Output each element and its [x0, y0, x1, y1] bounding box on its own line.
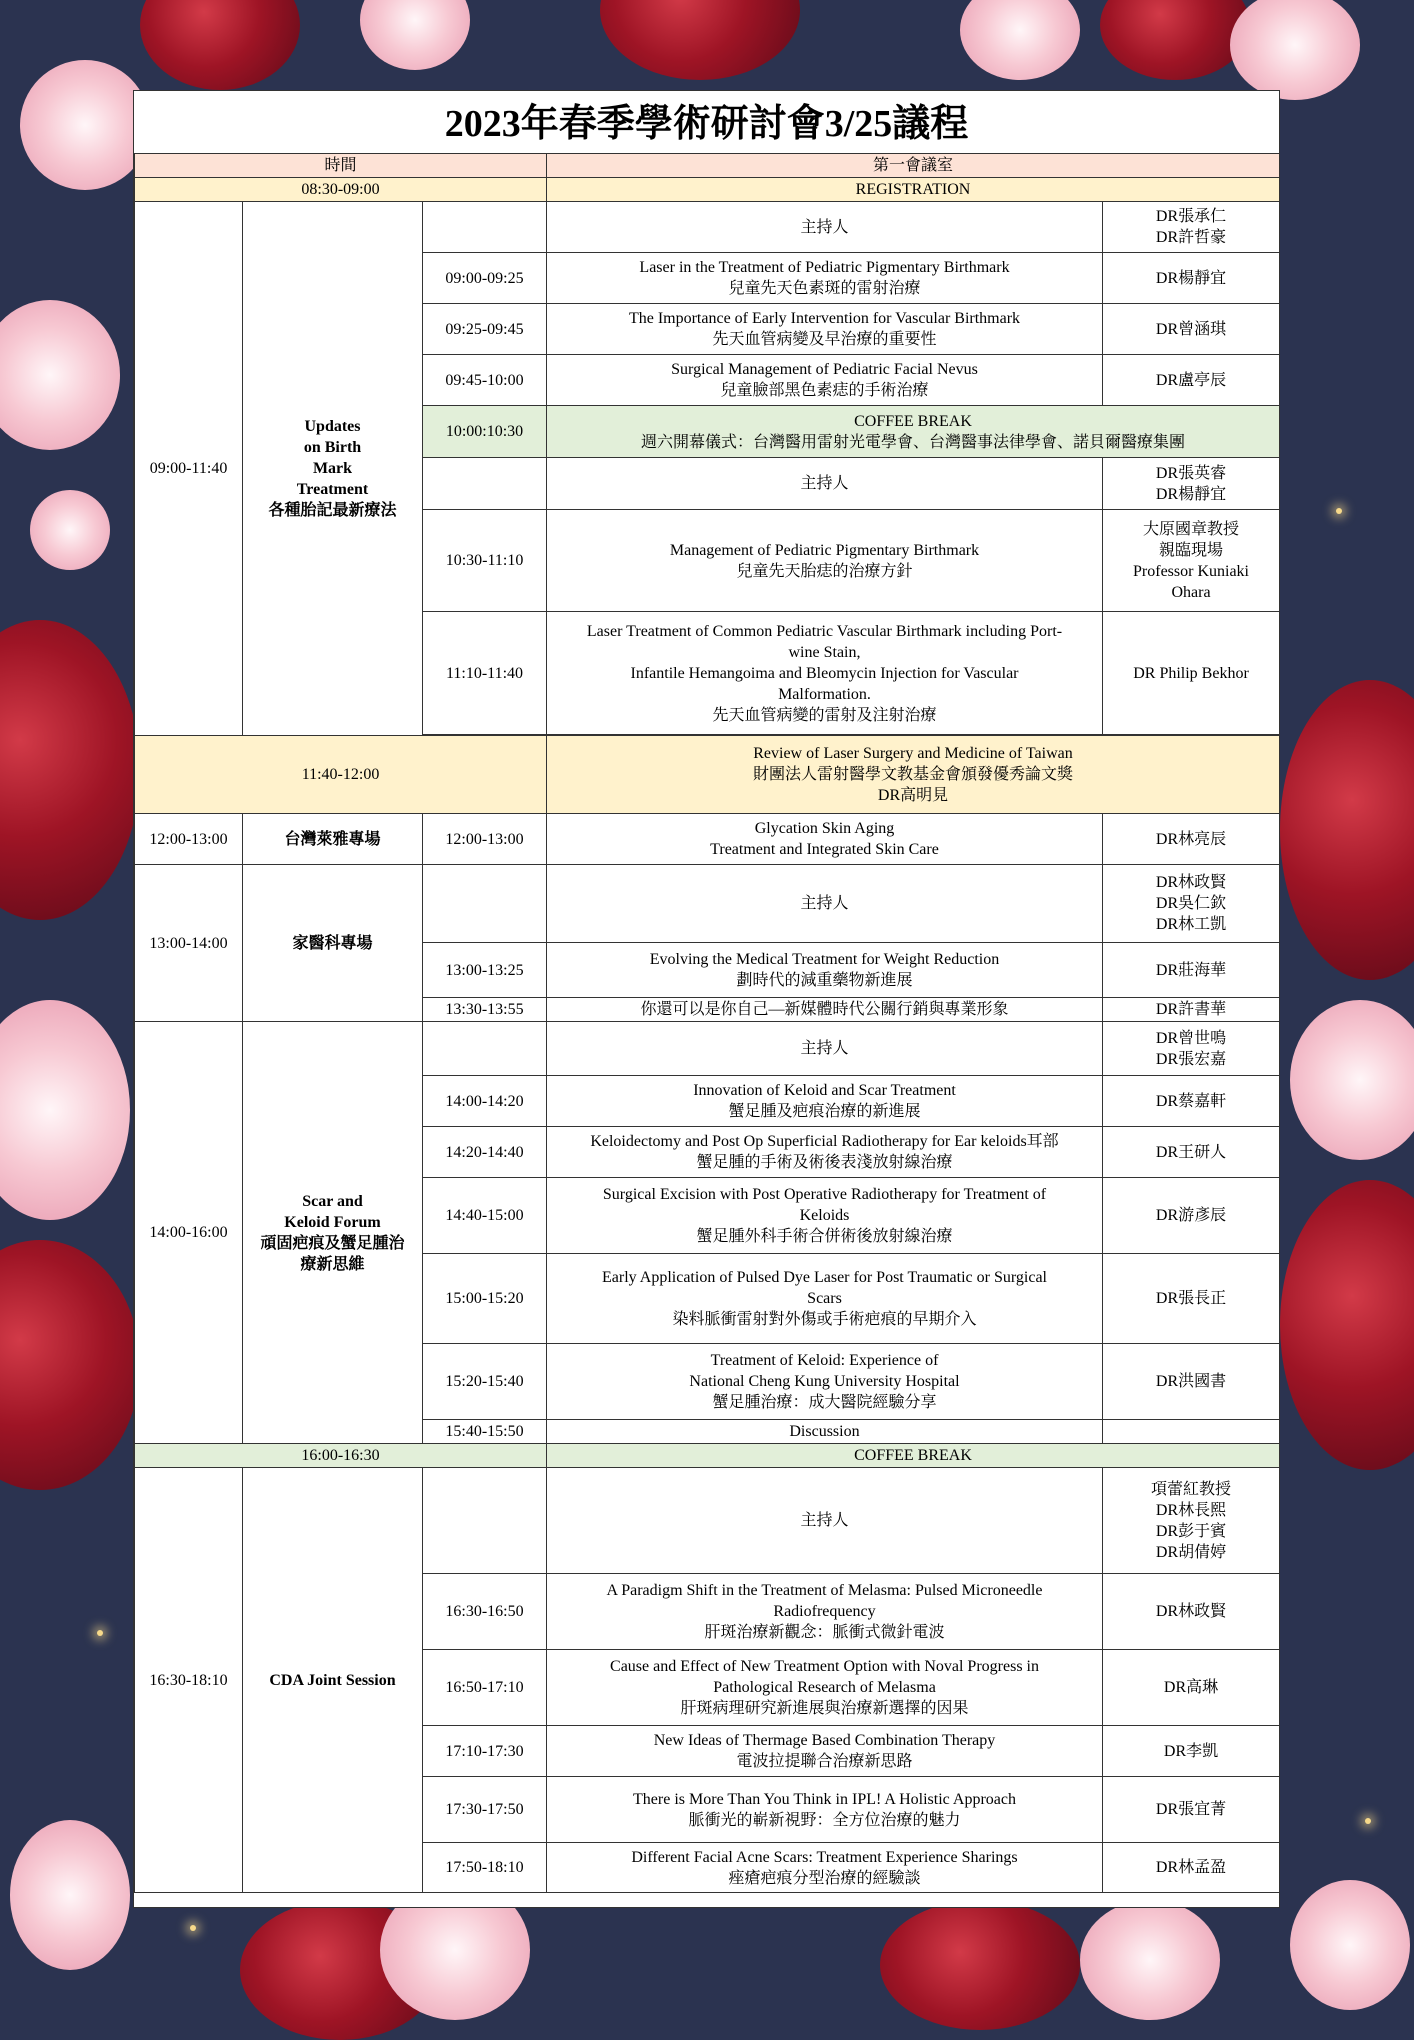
coffee-break-time: 16:00-16:30: [135, 1444, 547, 1468]
blossom-decoration: [1290, 1000, 1414, 1160]
text-line: 劃時代的減重藥物新進展: [736, 972, 913, 989]
talk-title: [547, 510, 1103, 612]
text-line: 大原國章教授: [1143, 520, 1240, 538]
text-line: Scars: [807, 1290, 842, 1307]
speaker: DR游彥辰: [1103, 1178, 1280, 1254]
text-line: There is More Than You Think in IPL! A Holistic Approach: [633, 1790, 1016, 1808]
table-row: [135, 865, 1280, 943]
text-line: Laser in the Treatment of Pediatric Pigmentary Birthmark: [639, 259, 1010, 276]
text-line: Surgical Management of Pediatric Facial Nevus: [671, 361, 978, 378]
text-line: 週六開幕儀式：台灣醫用雷射光電學會、台灣醫事法律學會、諾貝爾醫療集團: [641, 433, 1186, 451]
session-time: 16:30-18:10: [135, 1468, 243, 1893]
blossom-decoration: [960, 0, 1080, 80]
slot-time: 13:00-13:25: [423, 943, 547, 998]
text-line: DR張承仁: [1155, 208, 1227, 225]
text-line: Keloidectomy and Post Op Superficial Radiotherapy for Ear keloids耳部: [590, 1133, 1059, 1150]
speaker: DR張宜菁: [1103, 1777, 1280, 1843]
talk-title: Discussion: [547, 1420, 1103, 1444]
moderator-label: 主持人: [547, 1468, 1103, 1574]
rose-decoration: [1280, 1180, 1414, 1470]
blossom-decoration: [1230, 0, 1360, 100]
coffee-break-label: COFFEE BREAK: [547, 1444, 1280, 1468]
award-row: [135, 736, 1280, 814]
talk-title: [547, 1650, 1103, 1726]
rose-decoration: [600, 0, 800, 80]
blossom-decoration: [360, 0, 470, 70]
slot-time: 15:40-15:50: [423, 1420, 547, 1444]
text-line: 肝斑治療新觀念：脈衝式微針電波: [704, 1624, 945, 1641]
text-line: Professor Kuniaki: [1133, 562, 1249, 580]
text-line: 蟹足腫及疤痕治療的新進展: [728, 1103, 921, 1120]
table-row: [135, 1022, 1280, 1076]
text-line: DR楊靜宜: [1155, 485, 1227, 503]
coffee-break-label: [547, 406, 1280, 458]
talk-title: [547, 304, 1103, 355]
session-time: 14:00-16:00: [135, 1022, 243, 1444]
session-time: 12:00-13:00: [135, 814, 243, 865]
text-line: 兒童先天胎痣的治療方針: [736, 562, 913, 580]
talk-title: [547, 1726, 1103, 1777]
text-line: Treatment and Integrated Skin Care: [710, 841, 939, 858]
text-line: National Cheng Kung University Hospital: [689, 1373, 960, 1390]
text-line: New Ideas of Thermage Based Combination Therapy: [653, 1732, 996, 1749]
text-line: Keloids: [799, 1207, 850, 1224]
text-line: 先天血管病變及早治療的重要性: [712, 331, 937, 348]
text-line: DR吳仁欽: [1155, 895, 1227, 912]
moderator-label: 主持人: [547, 1022, 1103, 1076]
slot-time: 12:00-13:00: [423, 814, 547, 865]
text-line: DR彭于賓: [1155, 1522, 1227, 1540]
speaker: DR曾涵琪: [1103, 304, 1280, 355]
slot-time: 14:40-15:00: [423, 1178, 547, 1254]
moderator-names: [1103, 1022, 1280, 1076]
moderator-names: [1103, 202, 1280, 253]
session-name: CDA Joint Session: [243, 1468, 423, 1893]
text-line: Review of Laser Surgery and Medicine of Taiwan: [753, 745, 1073, 762]
talk-title: [547, 1178, 1103, 1254]
speaker: DR蔡嘉軒: [1103, 1076, 1280, 1127]
speaker: [1103, 510, 1280, 612]
session-name: 家醫科專場: [243, 865, 423, 1022]
talk-title: [547, 1076, 1103, 1127]
text-line: 肝斑病理研究新進展與治療新選擇的因果: [680, 1700, 969, 1717]
slot-time: 10:00:10:30: [423, 406, 547, 458]
text-line: Glycation Skin Aging: [754, 820, 895, 837]
text-line: 療新思維: [300, 1255, 365, 1273]
text-line: DR許哲豪: [1155, 229, 1227, 246]
text-line: Surgical Excision with Post Operative Radiotherapy for Treatment of: [602, 1186, 1047, 1203]
talk-title: [547, 1254, 1103, 1344]
text-line: 先天血管病變的雷射及注射治療: [712, 706, 937, 724]
slot-time: 09:45-10:00: [423, 355, 547, 406]
text-line: DR高明見: [877, 787, 949, 804]
slot-time: 11:10-11:40: [423, 612, 547, 735]
blossom-decoration: [1290, 1880, 1410, 2010]
text-line: Innovation of Keloid and Scar Treatment: [693, 1082, 956, 1099]
session-name: 台灣萊雅專場: [243, 814, 423, 865]
header-room: 第一會議室: [547, 154, 1280, 178]
slot-time: 16:30-16:50: [423, 1574, 547, 1650]
registration-label: REGISTRATION: [547, 178, 1280, 202]
slot-time: 16:50-17:10: [423, 1650, 547, 1726]
slot-time: 10:30-11:10: [423, 510, 547, 612]
session-name: [243, 1022, 423, 1444]
text-line: Malformation.: [778, 685, 871, 703]
text-line: Management of Pediatric Pigmentary Birthmark: [669, 541, 980, 559]
moderator-label: 主持人: [547, 865, 1103, 943]
sparkle-decoration: [190, 1925, 196, 1931]
text-line: DR林長熙: [1155, 1501, 1227, 1519]
text-line: on Birth: [303, 439, 362, 456]
slot-time: 17:10-17:30: [423, 1726, 547, 1777]
text-line: Keloid Forum: [284, 1213, 381, 1231]
header-time: 時間: [135, 154, 547, 178]
slot-time: [423, 1468, 547, 1574]
text-line: 染料脈衝雷射對外傷或手術疤痕的早期介入: [672, 1311, 977, 1328]
talk-title: [547, 1777, 1103, 1843]
text-line: 痤瘡疤痕分型治療的經驗談: [728, 1869, 921, 1887]
text-line: 頑固疤痕及蟹足腫治: [260, 1234, 405, 1252]
registration-time: 08:30-09:00: [135, 178, 547, 202]
talk-title: [547, 1574, 1103, 1650]
session-time: 09:00-11:40: [135, 202, 243, 736]
text-line: Different Facial Acne Scars: Treatment Experience Sharings: [631, 1848, 1018, 1866]
rose-decoration: [0, 620, 140, 920]
rose-decoration: [140, 0, 300, 90]
talk-title: [547, 1344, 1103, 1420]
text-line: Radiofrequency: [773, 1603, 876, 1620]
text-line: Laser Treatment of Common Pediatric Vascular Birthmark including Port-: [586, 622, 1063, 640]
slot-time: 17:50-18:10: [423, 1843, 547, 1893]
slot-time: 14:20-14:40: [423, 1127, 547, 1178]
text-line: DR林工凱: [1155, 916, 1227, 933]
text-line: Scar and: [302, 1192, 363, 1210]
session-time: 13:00-14:00: [135, 865, 243, 1022]
speaker: DR張長正: [1103, 1254, 1280, 1344]
text-line: The Importance of Early Intervention for Vascular Birthmark: [628, 310, 1021, 327]
text-line: 各種胎記最新療法: [268, 502, 397, 519]
moderator-label: 主持人: [547, 202, 1103, 253]
registration-row: [135, 178, 1280, 202]
rose-decoration: [0, 1240, 140, 1490]
text-line: Cause and Effect of New Treatment Option with Noval Progress in: [610, 1658, 1039, 1675]
rose-decoration: [880, 1900, 1080, 2030]
moderator-label: 主持人: [547, 458, 1103, 510]
talk-title: [547, 1843, 1103, 1893]
moderator-names: [1103, 1468, 1280, 1574]
speaker: DR盧亭辰: [1103, 355, 1280, 406]
page-title: 2023年春季學術研討會3/25議程: [444, 103, 969, 145]
text-line: 兒童臉部黑色素痣的手術治療: [720, 382, 929, 399]
slot-time: 09:25-09:45: [423, 304, 547, 355]
text-line: wine Stain,: [788, 643, 861, 661]
speaker: DR許書華: [1103, 998, 1280, 1022]
speaker: DR莊海華: [1103, 943, 1280, 998]
text-line: DR曾世鳴: [1155, 1029, 1227, 1047]
text-line: Evolving the Medical Treatment for Weight Reduction: [649, 951, 1000, 968]
table-row: [135, 1468, 1280, 1574]
text-line: DR張宏嘉: [1155, 1050, 1227, 1068]
blossom-decoration: [0, 300, 120, 450]
text-line: 親臨現場: [1159, 541, 1224, 559]
table-row: [135, 814, 1280, 865]
table-row: [135, 202, 1280, 253]
blossom-decoration: [20, 60, 150, 190]
sparkle-decoration: [1365, 1818, 1371, 1824]
talk-title: 你還可以是你自己—新媒體時代公關行銷與專業形象: [547, 998, 1103, 1022]
text-line: Pathological Research of Melasma: [713, 1679, 936, 1696]
coffee-break-row: [135, 1444, 1280, 1468]
text-line: Treatment: [296, 481, 369, 498]
speaker: DR高琳: [1103, 1650, 1280, 1726]
text-line: A Paradigm Shift in the Treatment of Melasma: Pulsed Microneedle: [606, 1582, 1043, 1599]
text-line: 蟹足腫治療：成大醫院經驗分享: [712, 1394, 937, 1411]
sparkle-decoration: [1336, 508, 1342, 514]
sparkle-decoration: [97, 1630, 103, 1636]
moderator-names: [1103, 458, 1280, 510]
text-line: 財團法人雷射醫學文教基金會頒發優秀論文獎: [753, 766, 1074, 783]
agenda-sheet: [133, 90, 1280, 1908]
agenda-table: [134, 153, 1280, 1893]
header-row: [135, 154, 1280, 178]
text-line: DR林政賢: [1155, 874, 1227, 891]
blossom-decoration: [10, 1820, 130, 1970]
text-line: DR張英睿: [1155, 464, 1227, 482]
speaker: [1103, 1420, 1280, 1444]
talk-title: [547, 612, 1103, 735]
speaker: DR李凱: [1103, 1726, 1280, 1777]
slot-time: 09:00-09:25: [423, 253, 547, 304]
rose-decoration: [1280, 680, 1414, 980]
session-name: [243, 202, 423, 736]
award-title: [547, 736, 1280, 814]
speaker: DR林孟盈: [1103, 1843, 1280, 1893]
slot-time: 17:30-17:50: [423, 1777, 547, 1843]
talk-title: [547, 253, 1103, 304]
text-line: 蟹足腫的手術及術後表淺放射線治療: [696, 1154, 953, 1171]
speaker: DR林亮辰: [1103, 814, 1280, 865]
slot-time: [423, 458, 547, 510]
blossom-decoration: [0, 1000, 130, 1220]
speaker: DR王研人: [1103, 1127, 1280, 1178]
text-line: 脈衝光的嶄新視野：全方位治療的魅力: [688, 1811, 961, 1829]
text-line: Infantile Hemangoima and Bleomycin Injection for Vascular: [630, 664, 1019, 682]
text-line: 項蕾紅教授: [1151, 1480, 1232, 1498]
talk-title: [547, 814, 1103, 865]
blossom-decoration: [1080, 1900, 1220, 2020]
speaker: DR Philip Bekhor: [1103, 612, 1280, 735]
rose-decoration: [1100, 0, 1250, 80]
text-line: 蟹足腫外科手術合併術後放射線治療: [696, 1228, 953, 1245]
speaker: DR楊靜宜: [1103, 253, 1280, 304]
talk-title: [547, 943, 1103, 998]
text-line: Early Application of Pulsed Dye Laser for Post Traumatic or Surgical: [602, 1269, 1047, 1286]
slot-time: [423, 865, 547, 943]
text-line: Treatment of Keloid: Experience of: [710, 1352, 939, 1369]
talk-title: [547, 355, 1103, 406]
award-time: 11:40-12:00: [135, 736, 547, 814]
text-line: 電波拉提聯合治療新思路: [736, 1753, 913, 1770]
speaker: DR林政賢: [1103, 1574, 1280, 1650]
text-line: Ohara: [1171, 583, 1211, 601]
text-line: COFFEE BREAK: [854, 412, 972, 430]
slot-time: 14:00-14:20: [423, 1076, 547, 1127]
blossom-decoration: [30, 490, 110, 570]
slot-time: [423, 202, 547, 253]
text-line: Mark: [312, 460, 353, 477]
speaker: DR洪國書: [1103, 1344, 1280, 1420]
text-line: 兒童先天色素斑的雷射治療: [728, 280, 921, 297]
slot-time: 15:00-15:20: [423, 1254, 547, 1344]
text-line: Updates: [304, 418, 361, 435]
slot-time: 13:30-13:55: [423, 998, 547, 1022]
moderator-names: [1103, 865, 1280, 943]
slot-time: 15:20-15:40: [423, 1344, 547, 1420]
slot-time: [423, 1022, 547, 1076]
talk-title: [547, 1127, 1103, 1178]
text-line: DR胡倩婷: [1155, 1543, 1227, 1561]
